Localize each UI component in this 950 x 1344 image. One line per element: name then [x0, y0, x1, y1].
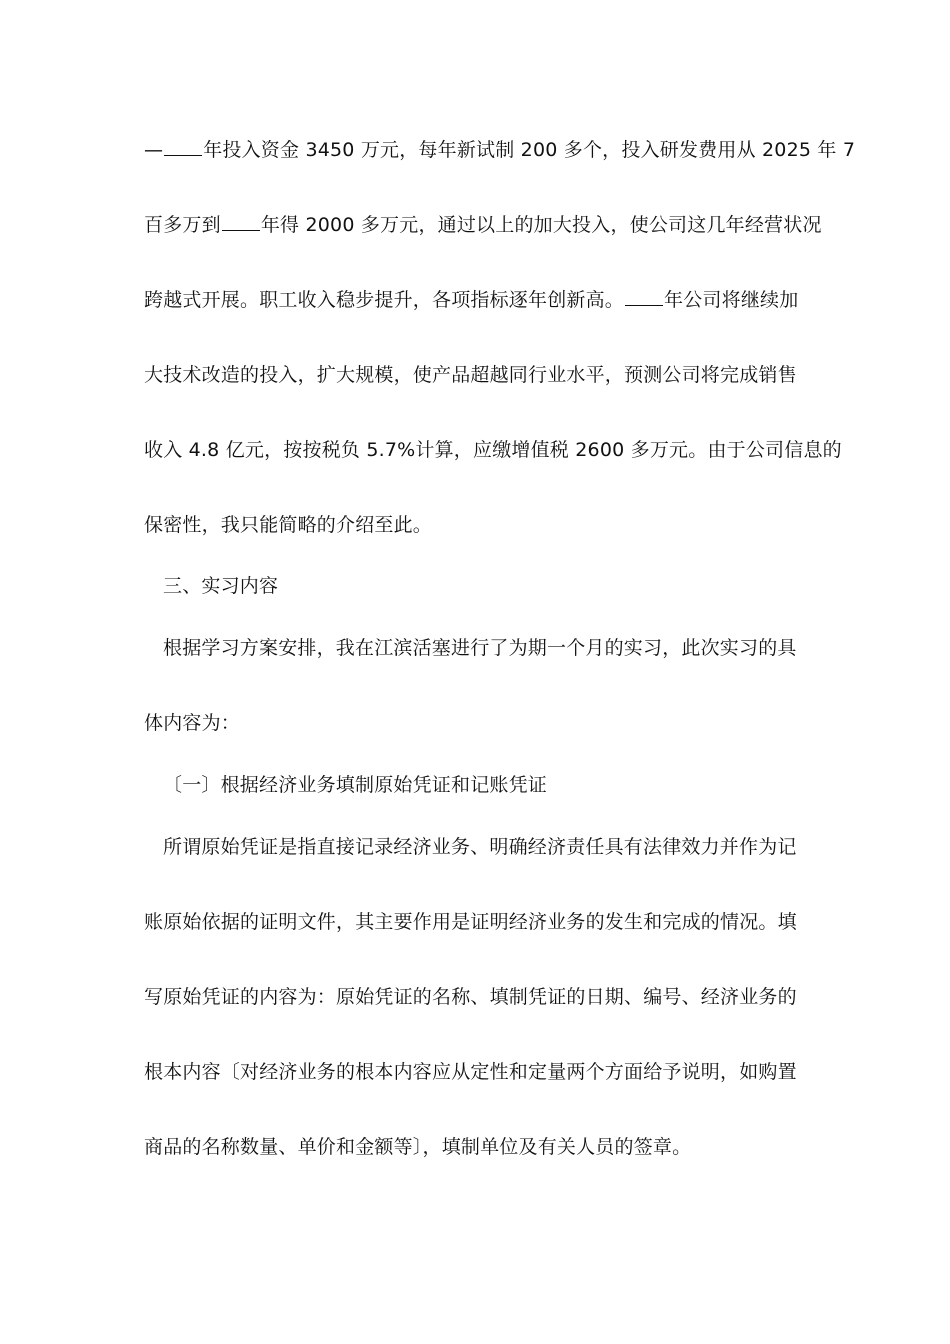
paragraph-line: 体内容为：: [144, 712, 241, 734]
paragraph-line: 保密性，我只能简略的介绍至此。: [144, 514, 433, 536]
paragraph-line: 写原始凭证的内容为：原始凭证的名称、填制凭证的日期、编号、经济业务的: [144, 986, 797, 1008]
paragraph-line: [144, 211, 824, 239]
paragraph-line: 根本内容〔对经济业务的根本内容应从定性和定量两个方面给予说明，如购置: [144, 1061, 797, 1083]
text-segment: 年公司将继续加: [664, 289, 799, 311]
paragraph-line: 大技术改造的投入，扩大规模，使产品超越同行业水平，预测公司将完成销售: [144, 364, 797, 386]
blank-underline: [164, 137, 202, 156]
paragraph-line: 根据学习方案安排，我在江滨活塞进行了为期一个月的实习，此次实习的具: [163, 637, 797, 659]
paragraph-line: [144, 286, 824, 314]
paragraph-line: 账原始依据的证明文件，其主要作用是证明经济业务的发生和完成的情况。填: [144, 911, 797, 933]
text-segment: 百多万到: [144, 214, 221, 236]
paragraph-line: 所谓原始凭证是指直接记录经济业务、明确经济责任具有法律效力并作为记: [163, 836, 797, 858]
text-segment: —: [144, 139, 164, 161]
section-heading: 三、实习内容: [163, 575, 279, 597]
paragraph-line: [144, 136, 856, 164]
blank-underline: [625, 287, 663, 306]
paragraph-line: 商品的名称数量、单价和金额等〕，填制单位及有关人员的签章。: [144, 1136, 692, 1158]
subsection-heading: 〔一〕根据经济业务填制原始凭证和记账凭证: [163, 774, 548, 796]
blank-underline: [222, 212, 260, 231]
paragraph-line: 收入 4.8 亿元，按按税负 5.7%计算，应缴增值税 2600 多万元。由于公司信息的: [144, 439, 842, 461]
text-segment: 年投入资金 3450 万元，每年新试制 200 多个，投入研发费用从 2025 年 7: [203, 139, 856, 161]
text-segment: 跨越式开展。职工收入稳步提升，各项指标逐年创新高。: [144, 289, 625, 311]
text-segment: 年得 2000 多万元，通过以上的加大投入，使公司这几年经营状况: [260, 214, 822, 236]
